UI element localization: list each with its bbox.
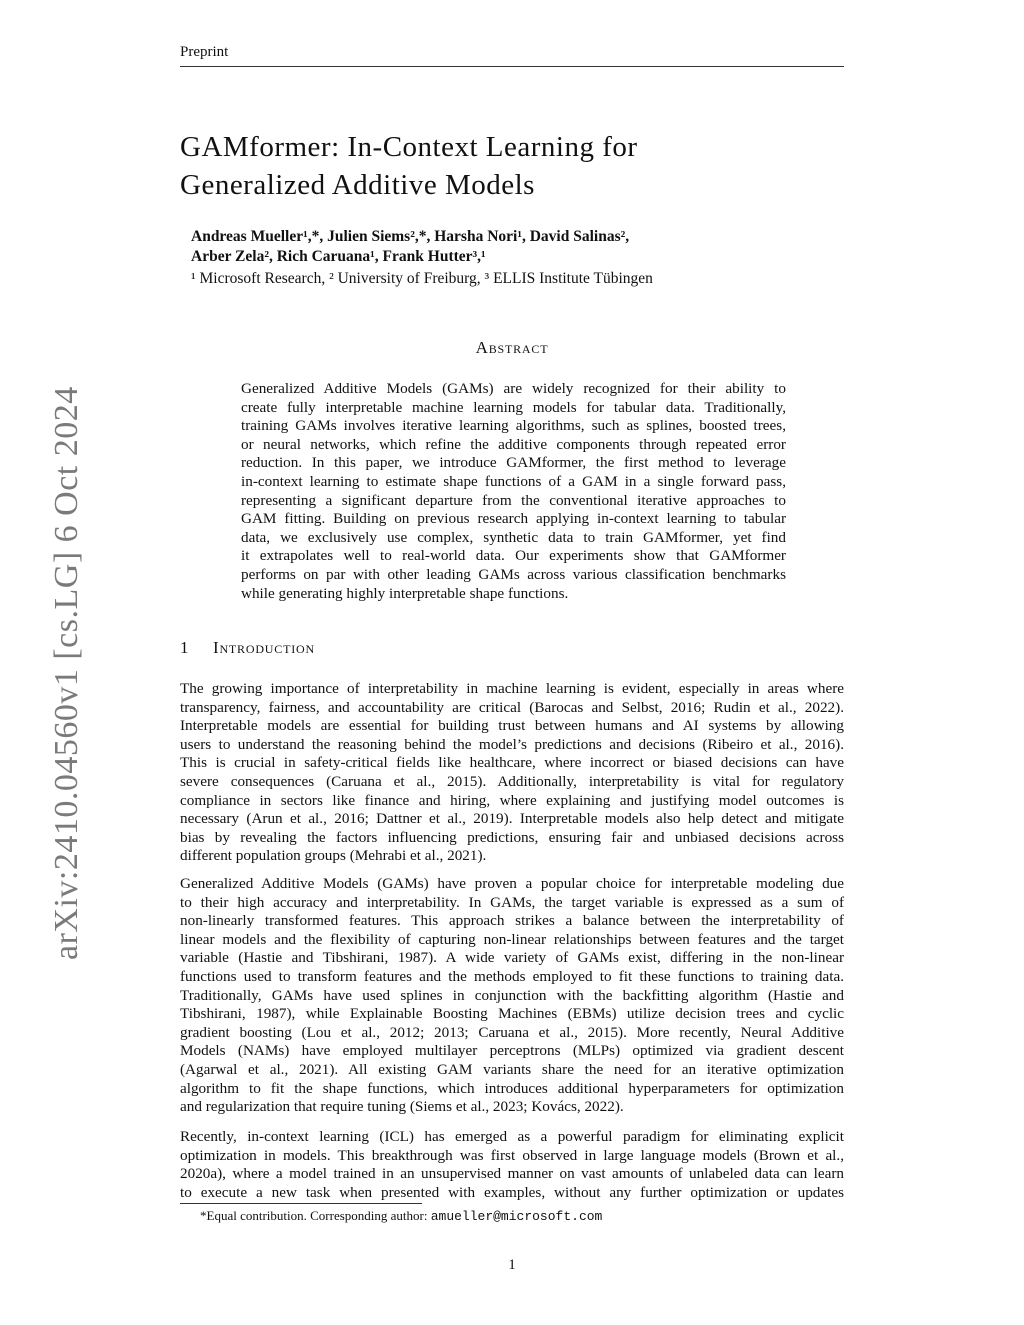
paragraph-line: Models (NAMs) have employed multilayer perceptrons (MLPs) optimized via gradient descent — [180, 1042, 844, 1060]
abstract-line: performs on par with other leading GAMs across various classification benchmarks — [241, 565, 786, 583]
author-list — [191, 227, 841, 267]
paragraph-line: non-linearly transformed features. This approach strikes a balance between the interpretability of — [180, 912, 844, 930]
paragraph-line: 2020a), where a model trained in an unsupervised manner on vast amounts of unlabeled data can learn — [180, 1165, 844, 1183]
abstract-line: training GAMs involves iterative learning algorithms, such as splines, boosted trees, — [241, 417, 786, 435]
footnote-rule — [180, 1203, 422, 1204]
authors-line-2: Arber Zela², Rich Caruana¹, Frank Hutter³,¹ — [191, 248, 486, 265]
corresponding-email-link[interactable]: amueller@microsoft.com — [430, 1209, 603, 1224]
paragraph-line: gradient boosting (Lou et al., 2012; 2013; Caruana et al., 2015). More recently, Neural Additive — [180, 1023, 844, 1041]
paragraph-3 — [180, 1128, 844, 1202]
affiliations: ¹ Microsoft Research, ² University of Freiburg, ³ ELLIS Institute Tübingen — [191, 270, 653, 287]
paragraph-line: functions used to transform features and the methods employed to fit these functions to training data. — [180, 967, 844, 985]
abstract-line: reduction. In this paper, we introduce GAMformer, the first method to leverage — [241, 454, 786, 472]
paragraph-1 — [180, 680, 844, 866]
abstract-line: GAM fitting. Building on previous research applying in-context learning to tabular — [241, 510, 786, 528]
paragraph-line: Tibshirani, 1987), while Explainable Boosting Machines (EBMs) utilize decision trees and cyclic — [180, 1005, 844, 1023]
title-line-1: GAMformer: In-Context Learning for — [180, 131, 638, 163]
paragraph-line: and regularization that require tuning (Siems et al., 2023; Kovács, 2022). — [180, 1098, 624, 1116]
paragraph-line: different population groups (Mehrabi et al., 2021). — [180, 847, 487, 865]
paragraph-line: Generalized Additive Models (GAMs) have proven a popular choice for interpretable modeling due — [180, 875, 844, 892]
abstract-line: data, we exclusively use complex, synthetic data to train GAMformer, yet find — [241, 528, 786, 546]
paragraph-line: The growing importance of interpretability in machine learning is evident, especially in areas where — [180, 680, 844, 697]
paragraph-line: severe consequences (Caruana et al., 2015). Additionally, interpretability is vital for regulatory — [180, 772, 844, 790]
paragraph-line: to execute a new task when presented with examples, without any further optimization or updates — [180, 1183, 844, 1201]
title-line-2: Generalized Additive Models — [180, 169, 535, 201]
paragraph-line: bias by revealing the factors influencing predictions, ensuring fair and unbiased decisions across — [180, 828, 844, 846]
abstract-line: while generating highly interpretable shape functions. — [241, 584, 569, 602]
abstract-body — [241, 380, 786, 603]
paragraph-line: optimization in models. This breakthrough was first observed in large language models (Brown et al., — [180, 1146, 844, 1164]
abstract-line: it extrapolates well to real-world data. Our experiments show that GAMformer — [241, 547, 786, 565]
paragraph-line: users to understand the reasoning behind the model’s predictions and decisions (Ribeiro et al., 2016). — [180, 735, 844, 753]
paragraph-line: compliance in sectors like finance and hiring, where explaining and justifying model outcomes is — [180, 791, 844, 809]
authors-line-1: Andreas Mueller¹,*, Julien Siems²,*, Harsha Nori¹, David Salinas², — [191, 228, 630, 245]
paragraph-line: variable (Hastie and Tibshirani, 1987). A wide variety of GAMs exist, differing in the non-linear — [180, 949, 844, 967]
section-heading-introduction — [180, 638, 315, 658]
paragraph-line: This is crucial in safety-critical fields like healthcare, where incorrect or biased decisions can have — [180, 754, 844, 772]
section-number: 1 — [180, 638, 190, 657]
footnote — [200, 1208, 602, 1224]
section-title: Introduction — [213, 638, 315, 657]
paragraph-2 — [180, 875, 844, 1117]
abstract-heading: Abstract — [475, 338, 549, 357]
footnote-text: *Equal contribution. Corresponding author: — [200, 1208, 431, 1223]
abstract-line: representing a significant departure from the conventional iterative approaches to — [241, 491, 786, 509]
running-header: Preprint — [180, 44, 229, 60]
paragraph-line: (Agarwal et al., 2021). All existing GAM variants share the need for an iterative optimization — [180, 1060, 844, 1078]
paragraph-line: linear models and the flexibility of capturing non-linear relationships between features and the target — [180, 930, 844, 948]
paragraph-line: Traditionally, GAMs have used splines in conjunction with the backfitting algorithm (Hastie and — [180, 986, 844, 1004]
paper-title — [180, 128, 844, 204]
header-rule — [180, 66, 844, 67]
paragraph-line: to their high accuracy and interpretability. In GAMs, the target variable is expressed as a sum of — [180, 893, 844, 911]
abstract-line: Generalized Additive Models (GAMs) are widely recognized for their ability to — [241, 380, 786, 397]
page-number: 1 — [508, 1257, 516, 1273]
abstract-line: or neural networks, which refine the additive components through repeated error — [241, 435, 786, 453]
paragraph-line: Recently, in-context learning (ICL) has emerged as a powerful paradigm for eliminating explicit — [180, 1128, 844, 1145]
paragraph-line: necessary (Arun et al., 2016; Dattner et al., 2019). Interpretable models also help detect and mitigate — [180, 810, 844, 828]
abstract-line: create fully interpretable machine learning models for tabular data. Traditionally, — [241, 398, 786, 416]
arxiv-identifier-stamp: arXiv:2410.04560v1 [cs.LG] 6 Oct 2024 — [48, 386, 85, 960]
paragraph-line: algorithm to fit the shape functions, which introduces additional hyperparameters for optimization — [180, 1079, 844, 1097]
abstract-line: in-context learning to estimate shape functions of a GAM in a single forward pass, — [241, 472, 786, 490]
paragraph-line: Interpretable models are essential for building trust between humans and AI systems by allowing — [180, 717, 844, 735]
paragraph-line: transparency, fairness, and accountability are critical (Barocas and Selbst, 2016; Rudin et al., 2022). — [180, 698, 844, 716]
